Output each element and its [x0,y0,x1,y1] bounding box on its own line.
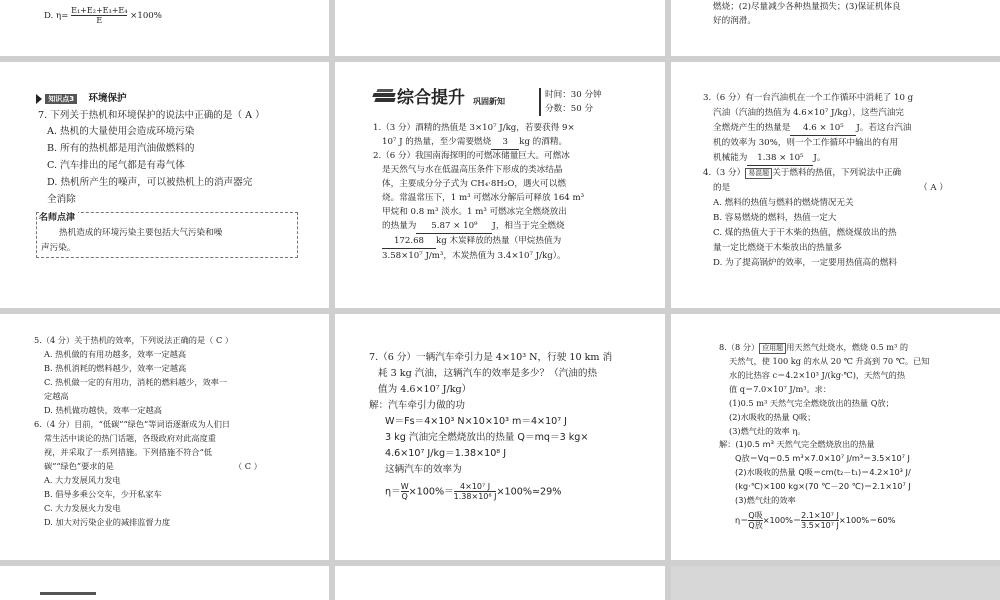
option-c-cont: 定越高 [44,391,69,401]
answer-blank: 4.6 × 10⁵ [790,121,856,136]
section-tag: 知识点3 [45,94,77,104]
text: ×100%＝60% [838,515,896,525]
question-3-line: 机的效率为 30%，则一个工作循环中输出的有用 [713,138,899,148]
text: J。若这台汽油 [856,123,912,133]
option-c: C. 大力发展火力发电 [44,503,121,513]
section-title: 环境保护 [88,93,127,104]
page-tile-comprehensive [335,62,665,308]
fraction-denominator: E [96,16,103,25]
text: 8.（8 分） [719,342,760,352]
fraction-numerator: 4×10⁷ J [454,482,497,492]
solution-line: 3 kg 汽油完全燃烧放出的热量 Q＝mq＝3 kg× [385,432,589,443]
text: η＝ [385,486,401,498]
page-tile-top-left [0,0,329,56]
question-3-line [713,151,825,166]
option-c-cont: 量一定比燃烧干木柴放出的热量多 [713,243,842,253]
fraction-denominator: 1.38×10⁸ J [453,492,497,501]
section-header [36,92,127,105]
fraction [801,511,839,530]
decorative-header-mark [40,592,96,595]
page-tile-bottom-mid [335,314,665,560]
option-c: C. 煤的热值大于干木柴的热值，燃烧煤放出的热 [713,228,897,238]
question-2-line [382,219,565,234]
question-7: 7. 下列关于热机和环境保护的说法中正确的是（ A ） [38,110,265,121]
text: 关于燃料的热值，下列说法中正确 [772,168,902,178]
teacher-tip-box [36,212,298,258]
option-d-cont: 全消除 [47,194,76,205]
question-8-line: (2)水吸收的热量 Q吸； [729,412,816,422]
question-6-line: 常生活中谈论的热门话题，各级政府对此高度重 [44,433,216,443]
answer-blank: 172.68 [382,234,436,249]
option-a: A. 燃料的热值与燃料的燃烧情况无关 [713,198,854,208]
solution-line: 4.6×10⁷ J/kg＝1.38×10⁸ J [385,448,507,459]
question-1: 1.（3 分）酒精的热值是 3×10⁷ J/kg，若要获得 9× [373,123,575,133]
fraction-denominator: 3.5×10⁷ J [801,521,839,530]
solution-line: (2)水吸收的热量 Q吸＝cm(t₂－t₁)＝4.2×10³ J/ [735,467,911,477]
teacher-tip-title: 名师点津 [39,212,78,225]
fraction-numerator: E₁+E₂+E₃+E₄ [71,6,128,15]
question-8-line: (3)燃气灶的效率 η。 [729,426,806,436]
question-5: 5.（4 分）关于热机的效率，下列说法正确的是（ C ） [34,335,234,345]
option-a: A. 大力发展风力发电 [44,475,121,485]
text: 的热量为 [382,221,417,231]
time-limit: 时间：30 分钟 [545,90,602,100]
text: ×100%＝ [408,486,454,498]
question-tag: 易混题 [745,168,772,179]
text: 4.（3 分） [703,168,746,178]
question-8 [719,340,908,354]
answer-blank: 5.87 × 10⁹ [416,219,492,234]
question-7-line: 耗 3 kg 汽油，这辆汽车的效率是多少？（汽油的热 [378,368,598,379]
solution-line: 这辆汽车的效率为 [385,464,462,475]
question-2-line: 体，主要成分分子式为 CH₄·8H₂O，遇火可以燃 [382,179,566,189]
text: η＝ [735,515,749,525]
text-line: 燃烧；(2)尽量减少各种热量损失；(3)保证机体良 [713,2,901,12]
fraction-numerator: 2.1×10⁷ J [801,511,839,520]
question-2: 2.（6 分）我国南海探明的可燃冰储量巨大。可燃冰 [373,151,570,161]
fraction [748,511,762,530]
time-score-box [539,88,602,116]
page-tile-bottom-left [0,314,329,560]
option-c: C. 汽车排出的尾气都是有毒气体 [47,160,185,171]
book-icon [373,89,395,105]
section-arrow-icon [36,94,42,104]
question-8-line: 值 q＝7.0×10⁷ J/m³。求： [729,384,832,394]
text: 机械能为 [713,153,748,163]
question-4-answer: （ A ） [919,183,948,193]
question-2-line: 烧。常温常压下，1 m³ 可燃冰分解后可释放 164 m³ [382,193,585,203]
empty-slot [671,566,1000,600]
option-a: A. 热机做的有用功越多，效率一定越高 [44,349,187,359]
question-2-line: 甲烷和 0.8 m³ 淡水。1 m³ 可燃冰完全燃烧放出 [382,207,567,217]
efficiency-fraction [71,6,127,25]
solution-line: 解：(1)0.5 m³ 天然气完全燃烧放出的热量 [719,439,875,449]
section-heading: 综合提升 [397,88,465,108]
score-total: 分数：50 分 [545,104,594,115]
page-tile-bottom-right [671,314,1000,560]
question-7: 7.（6 分）一辆汽车牵引力是 4×10³ N，行驶 10 km 消 [369,352,613,363]
text: kg 木炭释放的热量（甲烷热值为 [436,236,562,246]
fraction [401,482,409,501]
question-8-line: 天然气，使 100 kg 的水从 20 ℃ 升高到 70 ℃。已知 [729,356,930,366]
answer-blank: 1.38 × 10⁵ [747,151,813,166]
question-1-cont [382,135,567,150]
fraction-denominator: Q [401,492,408,501]
fraction-numerator: Q吸 [748,511,763,520]
solution-line: (kg·℃)×100 kg×(70 ℃－20 ℃)＝2.1×10⁷ J [735,481,911,491]
page-tile-top-right [671,0,1000,56]
teacher-tip-text: 热机造成的环境污染主要包括大气污染和噪 [59,228,223,238]
fraction [454,482,497,501]
question-2-line: 是天然气与水在低温高压条件下形成的类冰结晶 [382,165,563,175]
solution-line: (3)燃气灶的效率 [735,495,796,505]
solution-line: Q放＝Vq＝0.5 m³×7.0×10⁷ J/m³＝3.5×10⁷ J [735,453,910,463]
option-b: B. 热机消耗的燃料越少，效率一定越高 [44,363,187,373]
solution-line: W＝Fs＝4×10³ N×10×10³ m＝4×10⁷ J [385,416,568,427]
page-tile-environment [0,62,329,308]
option-b: B. 容易燃烧的燃料，热值一定大 [713,213,837,223]
option-d-label: D. η= [44,11,69,21]
page-tile-right-mid [671,62,1000,308]
question-3-line: 汽油（汽油的热值为 4.6×10⁷ J/kg），这些汽油完 [713,108,904,118]
text: J，相当于完全燃烧 [492,221,565,231]
text: kg 的酒精。 [519,137,568,147]
page-tile-top-mid [335,0,665,56]
efficiency-equation [385,482,561,503]
question-6-answer: （ C ） [234,461,262,471]
text: 用天然气灶烧水，燃烧 0.5 m³ 的 [786,342,909,352]
option-d: D. 热机所产生的噪声，可以被热机上的消声器完 [47,177,253,188]
text: ×100%＝ [762,515,802,525]
option-d: D. 加大对污染企业的减排监督力度 [44,517,171,527]
fraction-denominator: Q放 [748,521,763,530]
question-8-line: 水的比热容 c＝4.2×10³ J/(kg·℃)，天然气的热 [729,370,906,380]
option-d-tail: ×100% [130,11,162,21]
option-d: D. 为了提高锅炉的效率，一定要用热值高的燃料 [713,258,897,268]
option-c: C. 热机做一定的有用功，消耗的燃料越少，效率一 [44,377,228,387]
question-6: 6.（4 分）目前，“低碳”“绿色”等词语逐渐成为人们日 [34,419,231,429]
page-tile-row4-mid [335,566,665,600]
text: ×100%≈29% [496,486,562,498]
solution-line: 解：汽车牵引力做的功 [369,400,465,411]
text-line: 好的润滑。 [713,16,756,26]
text: 全燃烧产生的热量是 [713,123,791,133]
question-4-line: 的是 [713,183,731,193]
text: J。 [813,153,826,163]
page-tile-row4-left [0,566,329,600]
efficiency-equation [735,510,896,530]
question-6-line: 碳”“绿色”要求的是 [44,461,114,471]
teacher-tip-text: 声污染。 [41,243,76,253]
option-d-line [44,6,162,25]
option-a: A. 热机的大量使用会造成环境污染 [47,126,195,137]
question-3-line [713,121,911,136]
question-7-line: 值为 4.6×10⁷ J/kg） [378,384,472,395]
section-subheading: 巩固新知 [473,97,505,106]
question-2-line [382,234,561,249]
option-b: B. 倡导多乘公交车，少开私家车 [44,489,162,499]
question-8-line: (1)0.5 m³ 天然气完全燃烧放出的热量 Q放； [729,398,894,408]
fraction-numerator: W [400,482,409,491]
question-2-line: 3.58×10⁷ J/m³，木炭热值为 3.4×10⁷ J/kg）。 [382,251,566,261]
answer-blank: 3 [491,135,519,150]
option-d: D. 热机做功越快，效率一定越高 [44,405,162,415]
question-6-line: 视，并采取了一系列措施。下列措施不符合“低 [44,447,212,457]
question-3: 3.（6 分）有一台汽油机在一个工作循环中消耗了 10 g [703,93,914,103]
question-4 [703,166,901,180]
option-b: B. 所有的热机都是用汽油做燃料的 [47,143,195,154]
question-tag: 应用题 [759,343,786,354]
text: 10⁷ J 的热量，至少需要燃烧 [382,137,492,147]
